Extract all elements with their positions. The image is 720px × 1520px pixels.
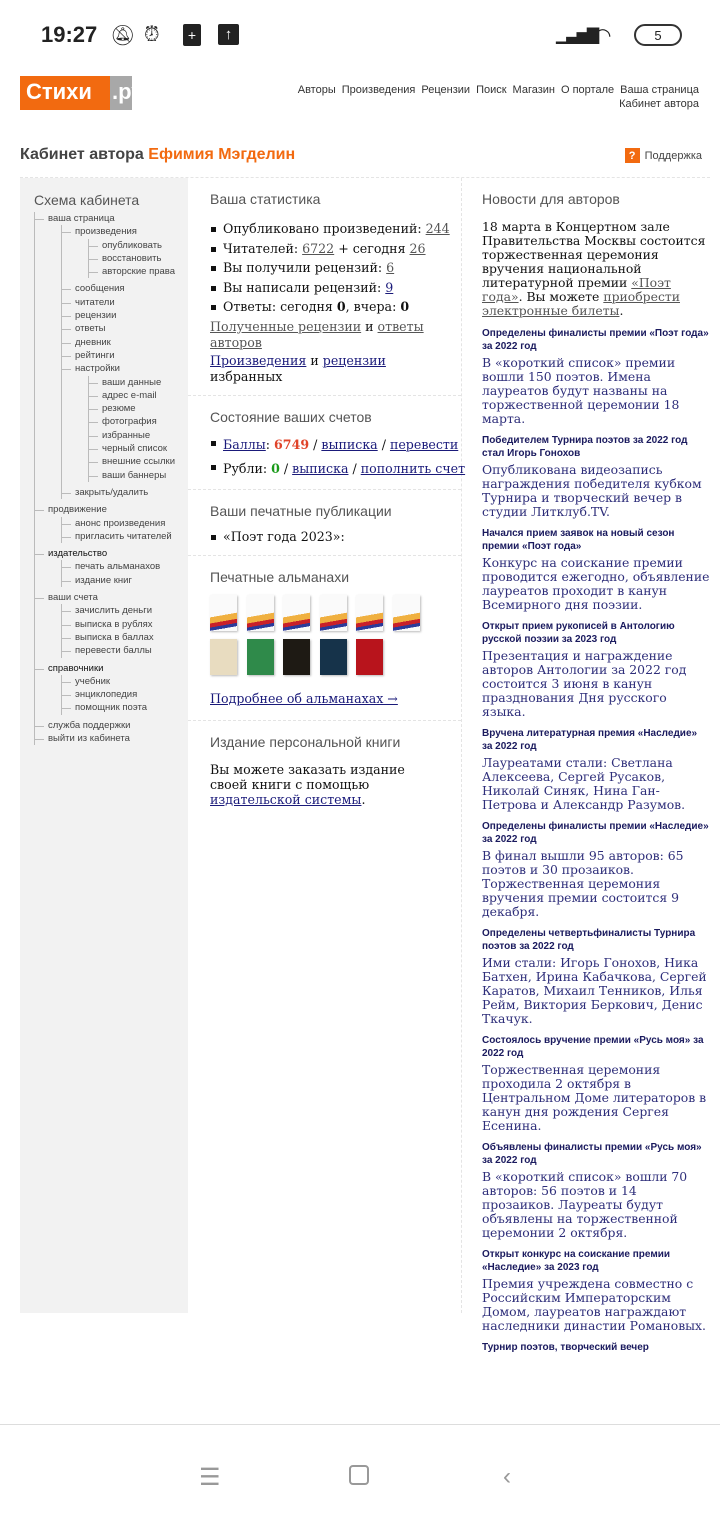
sidebar-item-label[interactable]: издательство	[48, 548, 108, 560]
sidebar-item[interactable]	[35, 719, 188, 732]
news-item	[482, 327, 710, 426]
points-link[interactable]: Баллы	[223, 436, 266, 452]
top-nav	[292, 83, 699, 111]
sidebar-subtree	[88, 376, 188, 482]
rubles-value: 0	[271, 460, 280, 476]
label: 18 марта в Концертном зале Правительства Москвы состоится торжественная церемония вручения национальной литературной премии	[482, 219, 706, 290]
label: Вы можете заказать издание своей книги с помощью	[210, 761, 405, 792]
sidebar-item-label[interactable]: ваша страница	[48, 213, 115, 224]
signal-icon: ▁▃▅▇	[556, 27, 598, 44]
bell-muted-icon: 🔕︎	[110, 24, 136, 47]
question-icon: ?	[625, 148, 640, 163]
clock: 19:27	[41, 22, 98, 47]
sidebar-item[interactable]	[62, 701, 188, 714]
news-item	[482, 820, 710, 919]
sidebar-item[interactable]	[62, 282, 188, 295]
sidebar-item-label[interactable]: фотография	[102, 416, 157, 428]
news-headline[interactable]: Определены финалисты премии «Наследие» за 2022 год	[482, 821, 709, 845]
sidebar-title: Схема кабинета	[34, 192, 140, 208]
sidebar-item[interactable]	[62, 296, 188, 309]
title-text: Кабинет автора	[20, 146, 144, 163]
news-body: Опубликована видеозапись награждения победителя кубком Турнира и творческий вечер в студии Литклуб.TV.	[482, 462, 702, 519]
sidebar-item[interactable]	[62, 486, 188, 499]
stats-section	[188, 178, 461, 396]
fav-reviews-link[interactable]: рецензии	[322, 352, 386, 368]
news-list	[482, 327, 710, 1354]
label: .	[619, 303, 624, 318]
sidebar-item[interactable]	[89, 429, 188, 442]
sidebar-item[interactable]	[62, 604, 188, 617]
news-title: Новости для авторов	[482, 191, 620, 207]
sidebar-subtree	[88, 239, 188, 279]
sidebar-item[interactable]	[62, 349, 188, 362]
sidebar-item[interactable]	[89, 469, 188, 482]
sidebar-item-label[interactable]: дневник	[75, 336, 111, 348]
rubles-row	[210, 457, 466, 481]
sidebar-item[interactable]	[62, 688, 188, 701]
sidebar-item[interactable]	[62, 631, 188, 644]
sidebar-item-label[interactable]: ответы	[75, 323, 106, 335]
sidebar-item-label[interactable]: ваши баннеры	[102, 469, 167, 481]
sidebar-item[interactable]	[89, 442, 188, 455]
status-bar	[0, 0, 720, 70]
news-headline[interactable]: Победителем Турнира поэтов за 2022 год стал Игорь Гонохов	[482, 435, 688, 459]
sidebar-item-label[interactable]: пригласить читателей	[75, 530, 172, 542]
sidebar-item-label[interactable]: учебник	[75, 675, 111, 687]
cabinet-layout	[20, 177, 710, 1353]
news-body: Ими стали: Игорь Гонохов, Ника Батхен, Ирина Кабачкова, Сергей Каратов, Михаил Тенников, Илья Рейм, Виктория Беркович, Денис Ткачук.	[482, 955, 707, 1026]
label: .	[361, 791, 366, 807]
print-item: «Поэт года 2023»:	[210, 527, 461, 547]
news-headline[interactable]: Турнир поэтов, творческий вечер	[482, 1342, 649, 1353]
sidebar-item[interactable]	[89, 252, 188, 265]
almanac-cover[interactable]	[356, 639, 383, 675]
sidebar-tree	[34, 212, 188, 745]
sidebar-item[interactable]	[89, 239, 188, 252]
sidebar-item-label[interactable]: печать альманахов	[75, 561, 161, 573]
accounts-section	[188, 396, 466, 490]
sidebar-item[interactable]	[62, 644, 188, 657]
almanacs-more-link[interactable]: Подробнее об альманахах →	[210, 690, 398, 706]
almanac-cover[interactable]	[283, 595, 310, 631]
sidebar-item-label[interactable]: издание книг	[75, 574, 132, 586]
author-answers-link[interactable]: ответы авторов	[210, 318, 424, 350]
sidebar-item-label[interactable]: служба поддержки	[48, 719, 131, 731]
sidebar-item-label[interactable]: закрыть/удалить	[75, 486, 149, 498]
sidebar	[20, 178, 188, 1313]
book-text	[210, 762, 420, 807]
sidebar-item[interactable]	[35, 547, 188, 587]
sidebar-item-label[interactable]: перевести баллы	[75, 645, 152, 657]
main-column	[188, 178, 466, 1313]
published-link[interactable]: 244	[425, 221, 450, 236]
label: и	[361, 318, 378, 334]
almanacs-section	[188, 556, 461, 721]
points-statement-link[interactable]: выписка	[321, 436, 378, 452]
support-label: Поддержка	[644, 149, 702, 162]
value: 0	[336, 299, 346, 315]
sidebar-item-label[interactable]: адрес e-mail	[102, 389, 157, 401]
news-headline[interactable]: Открыт конкурс на соискание премии «Наследие» за 2023 год	[482, 1249, 671, 1273]
label: , вчера:	[345, 299, 401, 315]
topup-link[interactable]: пополнить счет	[360, 460, 466, 476]
news-body: Премия учреждена совместно с Российским Императорским Домом, лауреатов награждают наследники династии Романовых.	[482, 1276, 706, 1333]
news-column	[462, 178, 710, 1362]
favorites-links	[210, 353, 461, 385]
news-body: Торжественная церемония проходила 2 октября в Центральном Доме литераторов в канун дня рождения Сергея Есенина.	[482, 1062, 707, 1133]
sidebar-item[interactable]	[35, 503, 188, 543]
label: Опубликовано произведений:	[223, 221, 426, 236]
sidebar-item-label[interactable]: энциклопедия	[75, 689, 138, 701]
sidebar-subtree	[61, 675, 188, 715]
almanac-cover[interactable]	[320, 595, 347, 631]
sidebar-item-label[interactable]: авторские права	[102, 266, 176, 278]
battery-saver-icon: +	[183, 24, 201, 46]
sidebar-item-label[interactable]: произведения	[75, 226, 137, 238]
sidebar-item[interactable]	[62, 336, 188, 349]
section-title: Состояние ваших счетов	[210, 408, 372, 425]
label: Вы написали рецензий:	[223, 279, 386, 295]
author-name[interactable]: Ефимия Мэгделин	[148, 146, 296, 163]
label: . Вы можете	[518, 289, 604, 304]
sidebar-item[interactable]	[89, 402, 188, 415]
news-body: В «короткий список» премии вошли 150 поэтов. Имена лауреатов будут названы на торжественной церемонии 18 марта.	[482, 355, 680, 426]
poet-of-year-link[interactable]: «Поэт года»	[482, 275, 671, 304]
rubles-statement-link[interactable]: выписка	[292, 460, 349, 476]
label: + сегодня	[334, 240, 410, 256]
nav-shop[interactable]: Магазин	[512, 84, 555, 96]
sidebar-item-label[interactable]: резюме	[102, 403, 136, 415]
news-body: В «короткий список» вошли 70 авторов: 56 поэтов и 14 прозаиков. Лауреаты будут объявлены на торжественной церемонии 2 октября.	[482, 1169, 688, 1240]
sidebar-subtree	[61, 604, 188, 657]
news-item	[482, 1141, 710, 1240]
news-item	[482, 927, 710, 1026]
alarm-icon: ⏰︎	[144, 23, 160, 46]
publishing-system-link[interactable]: издательской системы	[210, 791, 362, 807]
sidebar-item-label[interactable]: избранные	[102, 429, 151, 441]
news-headline[interactable]: Начался прием заявок на новый сезон премии «Поэт года»	[482, 528, 675, 552]
label: Читателей:	[223, 240, 303, 256]
sidebar-item[interactable]	[89, 265, 188, 278]
news-body: В финал вышли 95 авторов: 65 поэтов и 30 прозаиков. Торжественная церемония вручения премии состоится 9 декабря.	[482, 848, 684, 919]
label: Рубли:	[223, 460, 272, 476]
print-section	[188, 490, 461, 556]
page-title	[20, 146, 295, 164]
sidebar-item-label[interactable]: выписка в рублях	[75, 618, 153, 630]
sidebar-subtree	[61, 517, 188, 544]
sidebar-item[interactable]	[62, 618, 188, 631]
almanac-cover[interactable]	[356, 595, 383, 631]
got-reviews-link[interactable]: 6	[386, 260, 395, 276]
stat-got-reviews	[210, 258, 461, 278]
news-headline[interactable]: Состоялось вручение премии «Русь моя» за 2022 год	[482, 1035, 704, 1059]
news-body: Лауреатами стали: Светлана Алексеева, Сергей Русаков, Николай Синяк, Нина Ган-Петрова и Александр Разумов.	[482, 755, 686, 812]
nav-works[interactable]: Произведения	[341, 84, 416, 96]
sidebar-item[interactable]	[35, 732, 188, 745]
sidebar-item-label[interactable]: опубликовать	[102, 239, 163, 251]
android-nav-bar	[0, 1424, 720, 1520]
readers-link[interactable]: 6722	[302, 240, 335, 256]
points-row: Баллы: 6749 / выписка / перевести	[210, 433, 461, 457]
news-headline[interactable]: Определены четвертьфиналисты Турнира поэтов за 2022 год	[482, 928, 696, 952]
sidebar-item-label[interactable]: выписка в баллах	[75, 631, 154, 643]
almanac-covers	[210, 595, 461, 675]
nav-search[interactable]: Поиск	[476, 84, 507, 96]
sidebar-item-label[interactable]: справочники	[48, 662, 104, 674]
news-headline[interactable]: Определены финалисты премии «Поэт года» за 2022 год	[482, 328, 709, 352]
received-reviews-link[interactable]: Полученные рецензии	[210, 318, 362, 334]
sidebar-item-label[interactable]: продвижение	[48, 504, 107, 516]
menu-icon[interactable]: ☰	[199, 1464, 221, 1491]
reviews-links	[210, 319, 461, 351]
news-item	[482, 1248, 710, 1333]
site-logo[interactable]	[20, 76, 144, 110]
sidebar-item-label[interactable]: рейтинги	[75, 349, 115, 361]
sidebar-item[interactable]	[62, 322, 188, 335]
almanac-cover[interactable]	[210, 639, 237, 675]
section-title: Печатные альманахи	[210, 568, 350, 585]
stat-wrote-reviews	[210, 278, 461, 298]
buy-tickets-link[interactable]: приобрести электронные билеты	[482, 289, 680, 318]
stat-readers	[210, 239, 461, 259]
sidebar-item-label[interactable]: настройки	[75, 363, 120, 375]
battery-icon	[634, 24, 682, 46]
sidebar-subtree	[61, 560, 188, 587]
sidebar-item-label[interactable]: помощник поэта	[75, 702, 148, 714]
sidebar-item[interactable]	[62, 574, 188, 587]
sep: /	[279, 460, 293, 476]
sidebar-item[interactable]	[62, 309, 188, 322]
fav-works-link[interactable]: Произведения	[210, 352, 307, 368]
news-item	[482, 527, 710, 612]
news-item	[482, 1341, 710, 1354]
almanac-cover[interactable]	[283, 639, 310, 675]
points-value: 6749	[274, 436, 310, 452]
sep: /	[309, 436, 322, 452]
sidebar-item-label[interactable]: ваши данные	[102, 376, 162, 388]
sidebar-item[interactable]	[35, 212, 188, 499]
book-section	[188, 721, 461, 817]
sidebar-subtree	[61, 225, 188, 499]
sidebar-item-label[interactable]: сообщения	[75, 283, 125, 295]
sidebar-item[interactable]	[62, 530, 188, 543]
transfer-link[interactable]: перевести	[389, 436, 459, 452]
sidebar-item-label[interactable]: выйти из кабинета	[48, 732, 130, 744]
news-intro	[482, 220, 710, 318]
section-title: Ваши печатные публикации	[210, 502, 392, 519]
sidebar-item[interactable]	[62, 560, 188, 573]
sidebar-item[interactable]	[62, 675, 188, 688]
nav-reviews[interactable]: Рецензии	[421, 84, 471, 96]
sidebar-item[interactable]	[89, 389, 188, 402]
news-headline[interactable]: Вручена литературная премия «Наследие» за 2022 год	[482, 728, 698, 752]
sidebar-item-label[interactable]: анонс произведения	[75, 517, 166, 529]
sidebar-item[interactable]	[35, 591, 188, 657]
news-item	[482, 727, 710, 812]
sidebar-item-label[interactable]: читатели	[75, 296, 115, 308]
logo-part: Стихи	[20, 76, 110, 110]
sidebar-item-label[interactable]: рецензии	[75, 310, 117, 322]
logo-part: .ру	[110, 76, 132, 110]
almanac-cover[interactable]	[393, 595, 420, 631]
sidebar-item-label[interactable]: зачислить деньги	[75, 605, 153, 617]
value: 0	[400, 299, 410, 315]
news-item	[482, 620, 710, 719]
nav-cabinet[interactable]: Кабинет автора	[619, 98, 699, 110]
news-body: Презентация и награждение авторов Антологии за 2022 год состоится 3 июня в канун празднования Дня русского языка.	[482, 648, 687, 719]
wrote-reviews-link[interactable]: 9	[385, 279, 394, 295]
stat-published	[210, 219, 461, 239]
sidebar-item[interactable]	[89, 455, 188, 468]
news-headline[interactable]: Открыт прием рукописей в Антологию русской поэзии за 2023 год	[482, 621, 675, 645]
sidebar-item[interactable]	[89, 376, 188, 389]
battery-level: 5	[654, 27, 662, 43]
sidebar-item-label[interactable]: черный список	[102, 443, 168, 455]
support-link[interactable]	[625, 148, 702, 163]
nav-about[interactable]: О портале	[560, 84, 615, 96]
sidebar-item[interactable]	[89, 415, 188, 428]
sidebar-item[interactable]	[62, 225, 188, 278]
upload-icon: ↑	[218, 24, 239, 45]
label: и	[306, 352, 323, 368]
readers-today-link[interactable]: 26	[409, 240, 426, 256]
almanac-cover[interactable]	[320, 639, 347, 675]
almanac-cover[interactable]	[210, 595, 237, 631]
nav-authors[interactable]: Авторы	[297, 84, 336, 96]
almanac-cover[interactable]	[247, 595, 274, 631]
sidebar-item-label[interactable]: ваши счета	[48, 592, 98, 604]
sep: /	[348, 460, 361, 476]
news-item	[482, 1034, 710, 1133]
label: избранных	[210, 368, 283, 384]
sidebar-item-label[interactable]: внешние ссылки	[102, 456, 176, 468]
sidebar-item[interactable]	[62, 517, 188, 530]
almanac-cover[interactable]	[247, 639, 274, 675]
stat-answers	[210, 297, 461, 317]
section-title: Издание персональной книги	[210, 733, 401, 750]
wifi-icon: ◠	[594, 24, 612, 47]
label: Вы получили рецензий:	[223, 260, 387, 276]
sidebar-item[interactable]	[62, 362, 188, 482]
back-icon[interactable]: ‹	[503, 1463, 511, 1490]
label: Ответы: сегодня	[223, 299, 337, 315]
news-headline[interactable]: Объявлены финалисты премии «Русь моя» за 2022 год	[482, 1142, 702, 1166]
sidebar-item-label[interactable]: восстановить	[102, 252, 162, 264]
sidebar-item[interactable]	[35, 662, 188, 715]
news-body: Конкурс на соискание премии проводится ежегодно, объявление лауреатов проходит в канун Всемирного дня поэзии.	[482, 555, 710, 612]
section-title: Ваша статистика	[210, 191, 321, 207]
news-item	[482, 434, 710, 519]
sep: /	[377, 436, 390, 452]
nav-my-page[interactable]: Ваша страница	[620, 84, 699, 96]
home-icon[interactable]	[349, 1465, 369, 1485]
